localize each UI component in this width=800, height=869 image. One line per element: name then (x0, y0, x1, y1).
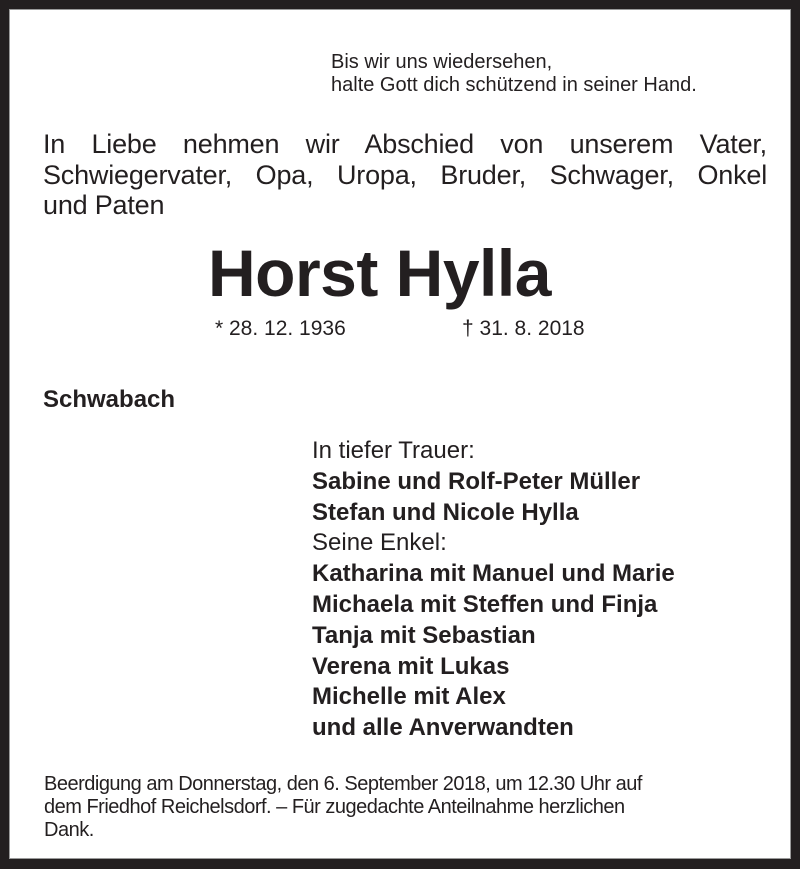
mourners-list (312, 436, 675, 744)
notice-line: dem Friedhof Reichelsdorf. – Für zugedachte Anteilnahme herzlichen (44, 796, 625, 818)
motto-line: Bis wir uns wiedersehen, (331, 51, 553, 73)
grandchild: Verena mit Lukas (312, 652, 510, 680)
intro-line: In Liebe nehmen wir Abschied von unserem Vater, (43, 129, 767, 159)
mourners-heading: In tiefer Trauer: (312, 437, 475, 464)
grandchild: Michelle mit Alex (312, 683, 506, 711)
obituary-notice (9, 9, 791, 859)
grandchildren-heading: Seine Enkel: (312, 529, 447, 557)
intro-line: Schwiegervater, Opa, Uropa, Bruder, Schwager, Onkel (43, 159, 767, 190)
notice-line: Beerdigung am Donnerstag, den 6. September 2018, um 12.30 Uhr auf (44, 773, 642, 795)
notice-line: Dank. (44, 819, 94, 841)
motto-verse (331, 51, 697, 97)
motto-line: halte Gott dich schützend in seiner Hand. (331, 74, 697, 96)
intro-text (43, 129, 767, 221)
grandchild: Katharina mit Manuel und Marie (312, 560, 675, 588)
funeral-notice (44, 773, 764, 842)
birth-date: * 28. 12. 1936 (215, 317, 346, 340)
place-name: Schwabach (43, 386, 176, 413)
intro-line: und Paten (43, 190, 165, 220)
death-date: † 31. 8. 2018 (462, 317, 585, 340)
grandchild: Michaela mit Steffen und Finja (312, 590, 658, 618)
deceased-name: Horst Hylla (208, 236, 551, 310)
family-member: Stefan und Nicole Hylla (312, 498, 579, 526)
grandchild: Tanja mit Sebastian (312, 621, 536, 649)
family-member: Sabine und Rolf-Peter Müller (312, 467, 641, 495)
mourners-closing: und alle Anverwandten (312, 714, 574, 742)
